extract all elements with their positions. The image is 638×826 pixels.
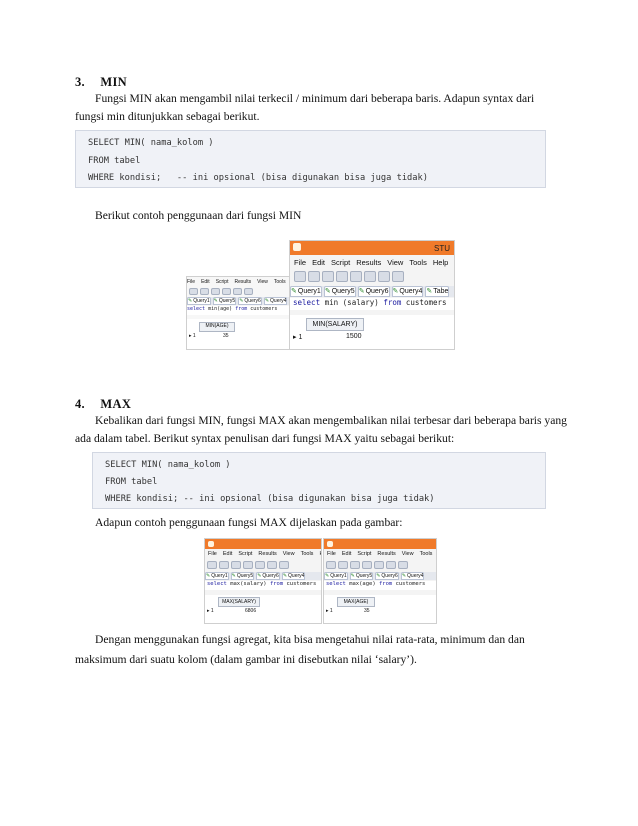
max-age-screenshot (323, 538, 437, 624)
sql-table: customers (250, 306, 278, 312)
query-tabs (324, 572, 436, 580)
save-icon[interactable] (231, 561, 241, 569)
menu-script[interactable]: Script (331, 258, 351, 267)
section-max-heading (75, 397, 131, 412)
max-paragraph-line1: Kebalikan dari fungsi MIN, fungsi MAX akan mengembalikan nilai terbesar dari beberapa baris yang (95, 414, 567, 427)
sql-keyword: from (379, 581, 393, 587)
result-value[interactable]: 35 (223, 333, 229, 339)
section-number: 4. (75, 397, 85, 411)
row-marker: ▸ 1 (293, 334, 303, 341)
save-all-icon[interactable] (243, 561, 253, 569)
menu-tools[interactable]: Tools (409, 258, 427, 267)
tab-query4[interactable]: ✎ Query4 (282, 572, 306, 580)
title-bar (205, 539, 321, 549)
section-number: 3. (75, 75, 85, 89)
column-header[interactable]: MAX(AGE) (337, 597, 375, 607)
menu-help[interactable] (319, 551, 322, 557)
save-all-icon[interactable] (336, 271, 348, 282)
column-header[interactable]: MIN(AGE) (199, 322, 235, 332)
code-line: FROM tabel (105, 477, 158, 487)
sql-table: customers (286, 581, 317, 587)
toolbar (294, 271, 452, 282)
sql-editor[interactable] (187, 306, 289, 315)
result-value[interactable]: 35 (364, 608, 370, 614)
tab-query6[interactable]: ✎ Query6 (256, 572, 280, 580)
code-line: FROM tabel (88, 156, 141, 166)
stop-icon[interactable] (378, 271, 390, 282)
tab-query4[interactable]: ✎ Query4 (392, 286, 424, 297)
execute-icon[interactable] (255, 561, 265, 569)
section-title: MIN (100, 75, 128, 89)
refresh-icon[interactable] (398, 561, 408, 569)
tab-query4[interactable]: ✎ Query4 (401, 572, 425, 580)
sql-keyword: select (293, 298, 321, 307)
menu-edit[interactable]: Edit (201, 279, 210, 285)
menu-script[interactable]: Script (238, 551, 253, 557)
menu-file[interactable]: File (208, 551, 217, 557)
column-header[interactable]: MAX(SALARY) (218, 597, 260, 607)
closing-line1: Dengan menggunakan fungsi agregat, kita bisa mengetahui nilai rata-rata, minimum dan dan (95, 633, 525, 646)
tab-query1[interactable]: ✎ Query1 (324, 572, 348, 580)
row-marker: ▸ 1 (189, 333, 196, 339)
stop-icon[interactable] (233, 288, 242, 295)
menu-results[interactable]: Results (258, 551, 277, 557)
sql-keyword: from (383, 298, 402, 307)
result-value[interactable]: 1500 (346, 333, 362, 340)
tab-query1[interactable]: ✎ Query1 (187, 297, 211, 305)
new-icon[interactable] (294, 271, 306, 282)
sql-table: customers (395, 581, 426, 587)
app-logo-icon (293, 243, 301, 251)
sql-editor[interactable] (290, 298, 454, 310)
sql-function: min(age) (208, 306, 233, 312)
tab-query6[interactable]: ✎ Query6 (358, 286, 390, 297)
title-bar (324, 539, 436, 549)
save-icon[interactable] (322, 271, 334, 282)
code-line: WHERE kondisi; -- ini opsional (bisa digunakan bisa juga tidak) (88, 173, 428, 183)
execute-icon[interactable] (374, 561, 384, 569)
open-icon[interactable] (338, 561, 348, 569)
min-age-screenshot (186, 276, 290, 350)
sql-editor[interactable] (205, 581, 321, 590)
menu-script[interactable]: Script (357, 551, 372, 557)
min-salary-screenshot (289, 240, 455, 350)
code-line: SELECT MIN( nama_kolom ) (105, 460, 231, 470)
max-code-block (92, 452, 546, 509)
min-paragraph-line2: fungsi min ditunjukkan sebagai berikut. (75, 110, 260, 123)
sql-keyword: select (207, 581, 227, 587)
tab-query5[interactable]: ✎ Query5 (213, 297, 237, 305)
app-logo-icon (327, 541, 333, 547)
new-icon[interactable] (189, 288, 198, 295)
code-line: SELECT MIN( nama_kolom ) (88, 138, 214, 148)
result-grid (324, 595, 436, 623)
execute-icon[interactable] (222, 288, 231, 295)
menu-bar (294, 258, 454, 267)
menu-script[interactable]: Script (215, 279, 229, 285)
app-logo-icon (208, 541, 214, 547)
query-tabs (187, 297, 289, 305)
new-icon[interactable] (326, 561, 336, 569)
sql-keyword: from (269, 581, 284, 587)
tab-query1[interactable]: ✎ Query1 (205, 572, 229, 580)
menu-edit[interactable]: Edit (222, 551, 233, 557)
save-icon[interactable] (350, 561, 360, 569)
menu-edit[interactable]: Edit (341, 551, 352, 557)
sql-table: customers (405, 298, 447, 307)
tab-query4[interactable]: ✎ Query4 (264, 297, 288, 305)
section-min-heading (75, 75, 127, 90)
max-salary-screenshot (204, 538, 322, 624)
menu-view[interactable]: View (401, 551, 414, 557)
tab-query5[interactable]: ✎ Query5 (350, 572, 374, 580)
max-example-text: Adapun contoh penggunaan fungsi MAX dijelaskan pada gambar: (95, 516, 403, 529)
menu-tools[interactable]: Tools (273, 279, 286, 285)
result-value[interactable]: 6806 (245, 608, 257, 614)
column-header[interactable]: MIN(SALARY) (306, 318, 364, 331)
menu-edit[interactable]: Edit (312, 258, 326, 267)
refresh-icon[interactable] (392, 271, 404, 282)
max-paragraph-line2: ada dalam tabel. Berikut syntax penulisan dari fungsi MAX yaitu sebagai berikut: (75, 432, 455, 445)
section-title: MAX (100, 397, 132, 411)
menu-bar (187, 279, 289, 285)
refresh-icon[interactable] (244, 288, 253, 295)
menu-help[interactable]: Help (432, 258, 449, 267)
tab-table[interactable]: ✎ Tabe (425, 286, 449, 297)
result-grid (290, 315, 454, 349)
menu-tools[interactable]: Tools (419, 551, 433, 557)
sql-function: min (salary) (324, 298, 379, 307)
min-paragraph-line1: Fungsi MIN akan mengambil nilai terkecil / minimum dari beberapa baris. Adapun syntax dari (95, 92, 535, 105)
min-code-block (75, 130, 546, 188)
tab-query5[interactable]: ✎ Query5 (231, 572, 255, 580)
sql-keyword: select (187, 306, 206, 312)
new-icon[interactable] (207, 561, 217, 569)
print-icon[interactable] (350, 271, 362, 282)
toolbar (189, 288, 287, 295)
menu-file[interactable]: File (187, 279, 196, 285)
menu-bar (327, 551, 436, 557)
stop-icon[interactable] (386, 561, 396, 569)
min-example-text: Berikut contoh penggunaan dari fungsi MIN (95, 209, 302, 222)
menu-results[interactable]: Results (234, 279, 252, 285)
sql-editor[interactable] (324, 581, 436, 590)
menu-file[interactable]: File (294, 258, 307, 267)
menu-bar (208, 551, 321, 557)
menu-view[interactable]: View (282, 551, 295, 557)
title-bar (290, 241, 454, 255)
open-icon[interactable] (200, 288, 209, 295)
sql-function: max(age) (349, 581, 376, 587)
toolbar (326, 561, 434, 569)
closing-line2: maksimum dari suatu kolom (dalam gambar ini disebutkan nilai ‘salary’). (75, 653, 417, 666)
query-tabs (290, 286, 454, 297)
menu-view[interactable]: View (387, 258, 404, 267)
menu-file[interactable]: File (327, 551, 336, 557)
stop-icon[interactable] (267, 561, 277, 569)
tab-query6[interactable]: ✎ Query6 (238, 297, 262, 305)
tab-query1[interactable]: ✎ Query1 (290, 286, 322, 297)
row-marker: ▸ 1 (207, 608, 214, 614)
toolbar (207, 561, 319, 569)
sql-function: max(salary) (230, 581, 267, 587)
save-icon[interactable] (211, 288, 220, 295)
sql-keyword: from (235, 306, 248, 312)
open-icon[interactable] (308, 271, 320, 282)
result-grid (205, 595, 321, 623)
menu-results[interactable]: Results (356, 258, 382, 267)
result-grid (187, 319, 289, 349)
row-marker: ▸ 1 (326, 608, 333, 614)
open-icon[interactable] (219, 561, 229, 569)
menu-tools[interactable]: Tools (300, 551, 314, 557)
save-all-icon[interactable] (362, 561, 372, 569)
query-tabs (205, 572, 321, 580)
refresh-icon[interactable] (279, 561, 289, 569)
window-title: STU (434, 244, 450, 253)
execute-icon[interactable] (364, 271, 376, 282)
menu-results[interactable]: Results (377, 551, 396, 557)
menu-view[interactable]: View (257, 279, 268, 285)
tab-query5[interactable]: ✎ Query5 (324, 286, 356, 297)
code-line: WHERE kondisi; -- ini opsional (bisa digunakan bisa juga tidak) (105, 494, 435, 504)
tab-query6[interactable]: ✎ Query6 (375, 572, 399, 580)
sql-keyword: select (326, 581, 346, 587)
